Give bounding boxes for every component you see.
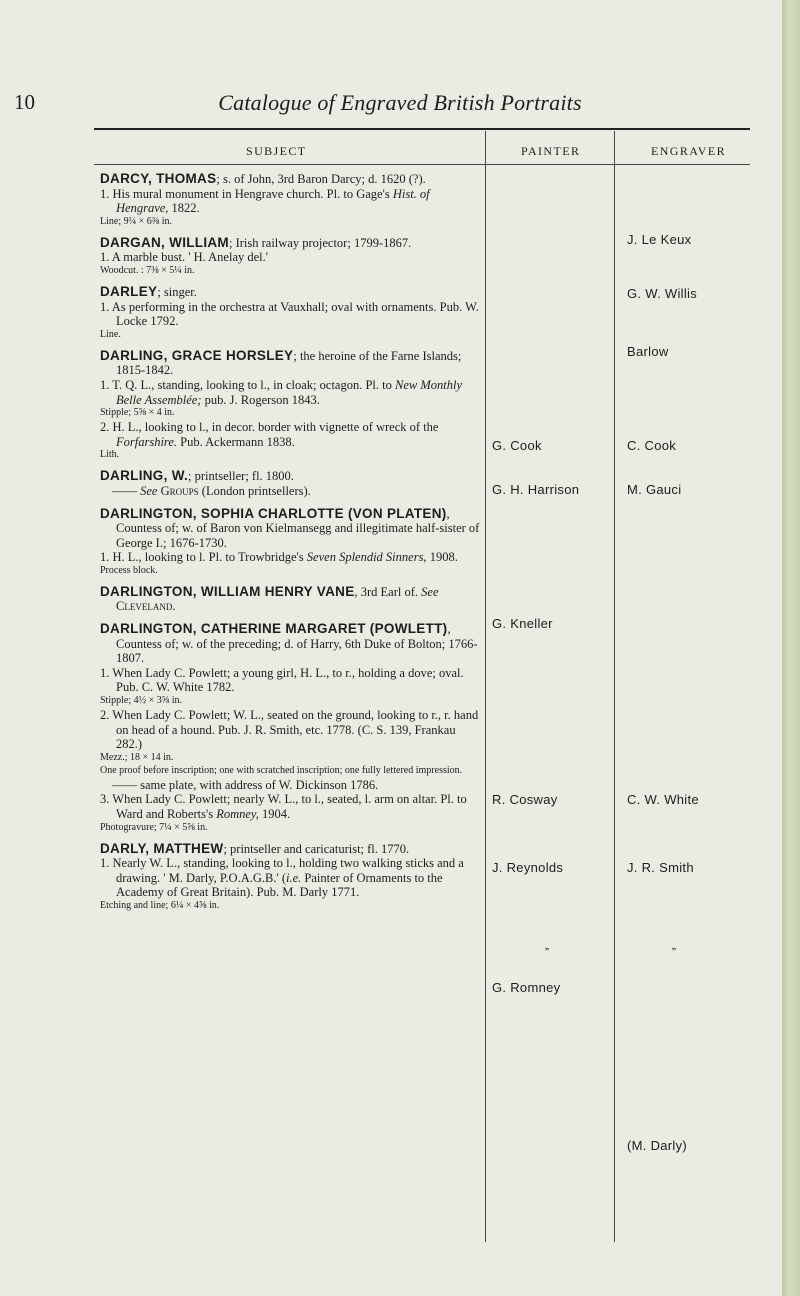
catalogue-entry	[100, 285, 480, 341]
catalogue-entry	[100, 236, 480, 277]
technique-size: Photogravure; 7¼ × 5⅝ in.	[100, 821, 208, 833]
sitter-description: ; singer.	[157, 284, 197, 299]
item-text: 1. As performing in the orchestra at Vauxhall; oval with ornaments. Pub. W. Locke 1792.	[100, 299, 479, 329]
item-text-end: 1822.	[171, 201, 200, 216]
technique-size: Lith.	[100, 449, 120, 461]
column-header-engraver: ENGRAVER	[651, 144, 726, 158]
engraver-name: M. Gauci	[627, 482, 682, 497]
top-rule	[94, 128, 750, 130]
cross-reference: Groups	[160, 483, 199, 498]
state-note: One proof before inscription; one with scratched inscription; one fully lettered impression.	[100, 764, 463, 776]
sitter-description: ; the heroine of the Farne Islands; 1815-1842.	[116, 348, 462, 378]
sitter-name: DARLINGTON, CATHERINE MARGARET (POWLETT)	[100, 621, 448, 637]
column-header-painter: PAINTER	[521, 144, 581, 158]
item-title: Hist. of Hengrave,	[116, 186, 430, 216]
item-text: 1. Nearly W. L., standing, looking to l., holding two walking sticks and a drawing. ' M. Darly, P.O.A.G.B.' (	[100, 856, 464, 885]
item-text: 1. T. Q. L., standing, looking to l., in cloak; octagon. Pl. to	[100, 377, 392, 392]
item-text: 1. A marble bust. ' H. Anelay del.'	[100, 250, 269, 265]
ditto-mark: „	[672, 938, 677, 952]
item-text: 2. H. L., looking to l., in decor. border with vignette of wreck of the	[100, 420, 439, 435]
item-title: Seven Splendid Sinners,	[306, 550, 427, 565]
item-title: New Monthly Belle Assemblée;	[116, 377, 463, 407]
running-head: Catalogue of Engraved British Portraits	[218, 90, 582, 115]
sitter-name: DARLING, W.	[100, 468, 189, 484]
same-plate-note: —— same plate, with address of W. Dickinson 1786.	[112, 777, 379, 792]
header-rule	[94, 164, 750, 165]
cross-reference-note: (London printsellers).	[201, 483, 311, 498]
sitter-description: , 3rd Earl of.	[354, 584, 419, 599]
item-text: 1. His mural monument in Hengrave church. Pl. to Gage's	[100, 186, 390, 201]
sitter-description: ; printseller and caricaturist; fl. 1770.	[223, 841, 410, 856]
sitter-name: DARCY, THOMAS	[100, 171, 217, 186]
engraver-name: C. Cook	[627, 438, 677, 453]
catalogue-entry	[100, 585, 480, 614]
sitter-name: DARLEY	[100, 283, 158, 299]
technique-size: Stipple; 4½ × 3⅝ in.	[100, 695, 183, 707]
catalogue-entry	[100, 842, 480, 912]
item-text: 3. When Lady C. Powlett; nearly W. L., to l., seated, l. arm on altar. Pl. to Ward and Roberts's	[100, 792, 467, 821]
catalogue-entry	[100, 622, 480, 834]
item-text-end: 1904.	[262, 807, 291, 821]
engraver-name: C. W. White	[627, 792, 699, 807]
painter-name: J. Reynolds	[492, 860, 564, 875]
painter-name: G. H. Harrison	[492, 482, 580, 497]
engraver-name: G. W. Willis	[627, 286, 698, 301]
ditto-mark: „	[545, 938, 550, 952]
engraver-name: J. Le Keux	[627, 232, 692, 247]
item-title: i.e.	[286, 870, 302, 885]
sitter-name: DARLINGTON, SOPHIA CHARLOTTE (VON PLATEN)	[100, 505, 447, 521]
technique-size: Line.	[100, 328, 121, 340]
sitter-name: DARLING, GRACE HORSLEY	[100, 347, 294, 363]
item-title: Romney,	[216, 807, 259, 821]
catalogue-entry	[100, 172, 480, 228]
engraver-name: J. R. Smith	[627, 860, 694, 875]
technique-size: Mezz.; 18 × 14 in.	[100, 751, 174, 763]
cross-reference: Cleveland.	[116, 599, 176, 614]
sitter-description: ; Irish railway projector; 1799-1867.	[228, 235, 412, 250]
painter-name: R. Cosway	[492, 792, 558, 807]
item-text-end: Painter of Ornaments to the Academy of Great Britain). Pub. M. Darly 1771.	[116, 870, 443, 900]
sitter-description: , Countess of; w. of Baron von Kielmansegg and illegitimate half-sister of George I.; 1676-1730.	[116, 506, 480, 550]
item-title: Forfarshire.	[116, 434, 177, 449]
ditto-dash: ——	[112, 483, 137, 498]
catalogue-entry	[100, 349, 480, 462]
engraver-name: Barlow	[627, 344, 669, 359]
item-text-end: 1908.	[429, 550, 458, 565]
item-text: 1. H. L., looking to l. Pl. to Trowbridge's	[100, 550, 304, 565]
sitter-description: ; printseller; fl. 1800.	[188, 469, 294, 484]
item-text: 2. When Lady C. Powlett; W. L., seated on the ground, looking to r., r. hand on head of a hound. Pub. J. R. Smith, etc. 1778. (C. S. 139, Frankau 282.)	[100, 708, 479, 752]
technique-size: Line; 9¼ × 6⅜ in.	[100, 215, 173, 227]
item-text-end: Pub. Ackermann 1838.	[180, 434, 295, 449]
item-text-end: pub. J. Rogerson 1843.	[204, 392, 320, 407]
item-text: 1. When Lady C. Powlett; a young girl, H. L., to r., holding a dove; oval. Pub. C. W. White 1782.	[100, 665, 464, 695]
sitter-description: , Countess of; w. of the preceding; d. of Harry, 6th Duke of Bolton; 1766-1807.	[116, 622, 478, 666]
painter-name: G. Cook	[492, 438, 542, 453]
painter-name: G. Kneller	[492, 616, 553, 631]
column-header-subject: SUBJECT	[246, 144, 307, 158]
sitter-name: DARGAN, WILLIAM	[100, 234, 229, 250]
column-divider	[485, 131, 486, 1242]
engraver-name: (M. Darly)	[627, 1138, 688, 1153]
sitter-name: DARLINGTON, WILLIAM HENRY VANE	[100, 583, 355, 599]
catalogue-entry	[100, 507, 480, 577]
technique-size: Woodcut. : 7⅜ × 5¼ in.	[100, 264, 195, 276]
technique-size: Stipple; 5⅝ × 4 in.	[100, 407, 175, 419]
see-word: See	[140, 483, 158, 498]
sitter-name: DARLY, MATTHEW	[100, 840, 224, 856]
technique-size: Etching and line; 6¼ × 4⅝ in.	[100, 899, 220, 911]
column-divider	[614, 131, 615, 1242]
technique-size: Process block.	[100, 564, 158, 576]
sitter-description: ; s. of John, 3rd Baron Darcy; d. 1620 (?).	[216, 172, 426, 186]
catalogue-entry	[100, 469, 480, 498]
see-word: See	[421, 584, 439, 599]
page-edge	[782, 0, 800, 1296]
painter-name: G. Romney	[492, 980, 561, 995]
page-number: 10	[14, 90, 35, 114]
subject-column	[100, 172, 480, 920]
